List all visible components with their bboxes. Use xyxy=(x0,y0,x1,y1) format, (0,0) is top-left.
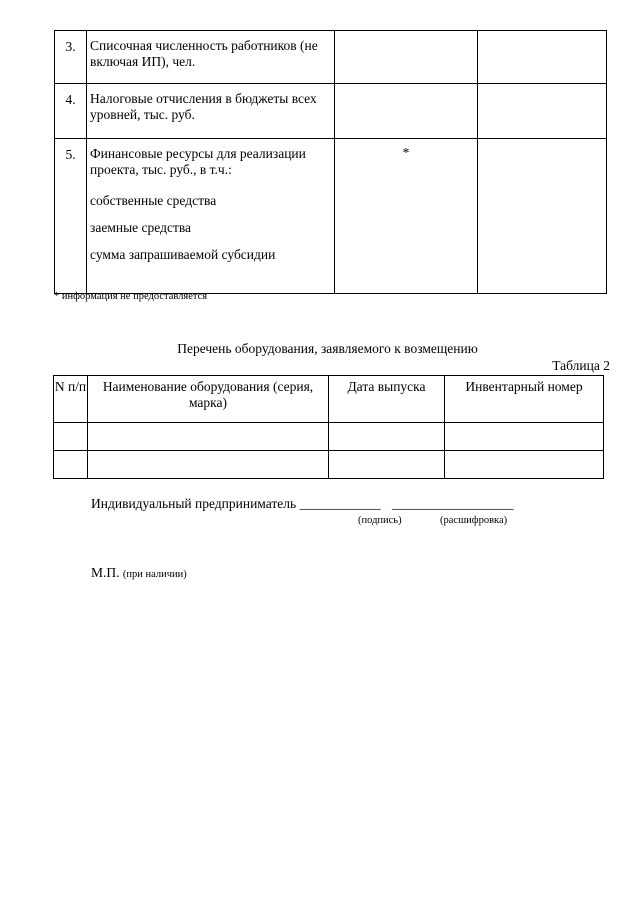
stamp-note: (при наличии) xyxy=(122,569,187,580)
subitem-own-funds: собственные средства xyxy=(90,193,217,208)
table-row xyxy=(55,84,607,139)
table-row xyxy=(55,31,607,84)
subitem-borrowed-funds: заемные средства xyxy=(90,220,192,235)
row-number: 3. xyxy=(55,31,87,84)
row-number: 4. xyxy=(55,84,87,139)
table-cell xyxy=(54,451,88,479)
table2-title: Перечень оборудования, заявляемого к возмещению xyxy=(177,341,478,356)
header-equipment-name: Наименование оборудования (серия, марка) xyxy=(88,376,329,423)
table-cell xyxy=(445,451,604,479)
name-blank: __________________ xyxy=(391,496,514,511)
table-cell xyxy=(445,423,604,451)
table-row xyxy=(54,423,604,451)
row-value-2 xyxy=(478,139,607,294)
header-number: N п/п xyxy=(54,376,88,423)
table2-caption: Таблица 2 xyxy=(552,358,610,373)
subitem-requested-subsidy: сумма запрашиваемой субсидии xyxy=(90,247,276,262)
row-value xyxy=(335,31,478,84)
equipment-table xyxy=(53,375,604,479)
table-cell xyxy=(329,423,445,451)
signature-blank: ____________ xyxy=(299,496,381,511)
row-value xyxy=(335,84,478,139)
row-number: 5. xyxy=(55,139,87,294)
signature-caption: (подпись) xyxy=(358,515,402,526)
stamp-place xyxy=(91,564,187,583)
row-name: Списочная численность работников (не включая ИП), чел. xyxy=(87,31,335,84)
table-cell xyxy=(329,451,445,479)
row-value-2 xyxy=(478,31,607,84)
footnote: * информация не предоставляется xyxy=(54,291,208,302)
row-name-with-subitems xyxy=(87,139,335,294)
indicators-table xyxy=(54,30,607,294)
table-row xyxy=(55,139,607,294)
row-value: * xyxy=(335,139,478,294)
table-cell xyxy=(88,423,329,451)
table-cell xyxy=(88,451,329,479)
header-release-date: Дата выпуска xyxy=(329,376,445,423)
header-inventory-number: Инвентарный номер xyxy=(445,376,604,423)
row-name: Финансовые ресурсы для реализации проекта, тыс. руб., в т.ч.: xyxy=(90,146,306,177)
row-name: Налоговые отчисления в бюджеты всех уровней, тыс. руб. xyxy=(87,84,335,139)
table-cell xyxy=(54,423,88,451)
stamp-label: М.П. xyxy=(91,565,120,580)
signature-line xyxy=(91,495,513,512)
row-value-2 xyxy=(478,84,607,139)
signature-label: Индивидуальный предприниматель xyxy=(91,496,297,511)
name-caption: (расшифровка) xyxy=(440,515,508,526)
table-row xyxy=(54,451,604,479)
table-header-row xyxy=(54,376,604,423)
